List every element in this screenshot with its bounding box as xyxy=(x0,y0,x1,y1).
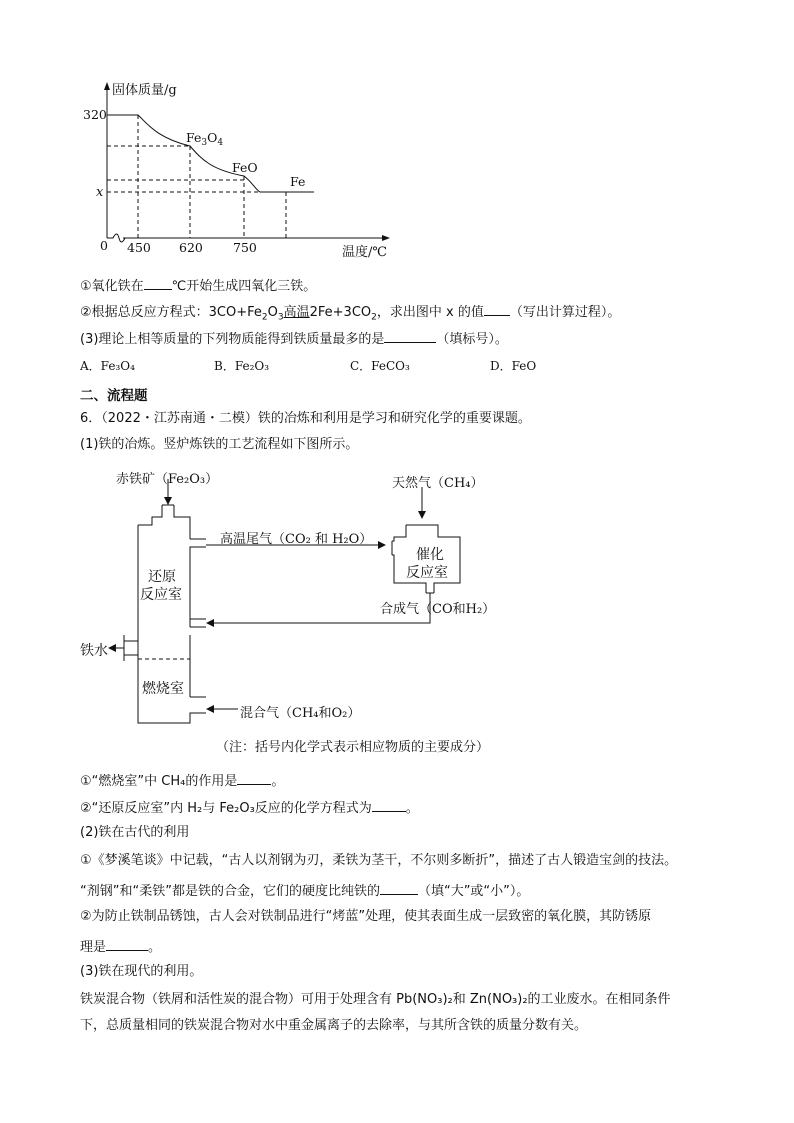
iron-outlet xyxy=(124,635,138,661)
answer-blank-4[interactable] xyxy=(237,770,271,785)
answer-blank-7[interactable] xyxy=(106,936,148,951)
y-tick-x: x xyxy=(96,185,104,200)
question-1: ①氧化铁在 ℃开始生成四氧化三铁。 xyxy=(80,275,316,296)
y-axis-label: 固体质量/g xyxy=(112,83,177,98)
answer-blank-6[interactable] xyxy=(380,880,418,895)
burn-label: 燃烧室 xyxy=(142,681,184,697)
mix-label: 混合气（CH₄和O₂） xyxy=(240,706,361,721)
problem-6-stem: 6．（2022・江苏南通・二模）铁的冶炼和利用是学习和研究化学的重要课题。 xyxy=(80,411,531,426)
ancient-line-1: ①《梦溪笔谈》中记载，“古人以剂钢为刃，柔铁为茎干，不尔则多断折”，描述了古人锻造宝剑的技法。 xyxy=(80,853,678,868)
option-d[interactable]: D．FeO xyxy=(490,359,537,373)
x-tick-450: 450 xyxy=(127,240,151,255)
label-fe: Fe xyxy=(290,174,306,189)
x-tick-750: 750 xyxy=(233,240,257,255)
catalytic-label-1: 催化 xyxy=(416,547,444,563)
problem-6-sub2: (2)铁在古代的利用 xyxy=(80,825,190,840)
x-axis-break xyxy=(107,234,125,242)
answer-blank-3[interactable] xyxy=(384,328,436,343)
answer-blank-2[interactable] xyxy=(484,301,510,316)
mass-temperature-chart xyxy=(80,78,400,268)
catalytic-label-2: 反应室 xyxy=(406,565,448,581)
ancient-line-3: ②为防止铁制品锈蚀，古人会对铁制品进行“烤蓝”处理，使其表面生成一层致密的氧化膜，其防锈原 xyxy=(80,909,652,924)
note-label: （注：括号内化学式表示相应物质的主要成分） xyxy=(216,740,490,755)
label-feo: FeO xyxy=(232,160,258,175)
iron-label: 铁水 xyxy=(80,643,108,659)
problem-6-sub1: (1)铁的冶炼。竖炉炼铁的工艺流程如下图所示。 xyxy=(80,437,359,452)
x-axis-label: 温度/℃ xyxy=(342,245,387,260)
answer-blank-1[interactable] xyxy=(144,275,172,290)
x-tick-620: 620 xyxy=(179,240,203,255)
option-c[interactable]: C．FeCO₃ xyxy=(350,359,410,373)
y-tick-320: 320 xyxy=(83,107,107,122)
section-heading: 二、流程题 xyxy=(80,388,148,404)
answer-blank-5[interactable] xyxy=(372,797,406,812)
gas-label: 天然气（CH₄） xyxy=(392,476,484,491)
syngas-label: 合成气（CO和H₂） xyxy=(380,602,496,617)
y-axis-arrow xyxy=(104,82,110,90)
reduction-label-2: 反应室 xyxy=(140,587,182,603)
modern-line-1: 铁炭混合物（铁屑和活性炭的混合物）可用于处理含有 Pb(NO₃)₂和 Zn(NO₃)₂的工业废水。在相同条件 xyxy=(80,992,671,1007)
flow-question-1: ①“燃烧室”中 CH₄的作用是 。 xyxy=(80,770,284,791)
ancient-line-4: 理是 。 xyxy=(80,936,161,957)
ore-label: 赤铁矿（Fe₂O₃） xyxy=(116,472,219,487)
label-fe3o4: $Fe_3O_4$ xyxy=(186,130,224,148)
y-tick-0: 0 xyxy=(100,238,108,253)
x-axis-arrow xyxy=(382,235,390,241)
option-a[interactable]: A．Fe₃O₄ xyxy=(80,359,135,373)
option-b[interactable]: B．Fe₂O₃ xyxy=(214,359,270,373)
ancient-line-2: “剂钢”和“柔铁”都是铁的合金，它们的硬度比纯铁的 （填“大”或“小”）。 xyxy=(80,880,529,901)
question-2: ②根据总反应方程式：$3CO+Fe_2O_3$高温$2Fe+3CO_2$，求出图中 x 的值 （写出计算过程）。 xyxy=(80,301,620,327)
blast-furnace-flow-diagram xyxy=(76,465,556,765)
exhaust-label: 高温尾气（CO₂ 和 H₂O） xyxy=(220,532,373,547)
reduction-label-1: 还原 xyxy=(148,569,176,585)
question-3: (3)理论上相等质量的下列物质能得到铁质量最多的是 （填标号）。 xyxy=(80,328,508,349)
flow-question-2: ②“还原反应室”内 H₂与 Fe₂O₃反应的化学方程式为 。 xyxy=(80,797,419,818)
problem-6-sub3: (3)铁在现代的利用。 xyxy=(80,964,203,979)
modern-line-2: 下，总质量相同的铁炭混合物对水中重金属离子的去除率，与其所含铁的质量分数有关。 xyxy=(80,1018,588,1033)
